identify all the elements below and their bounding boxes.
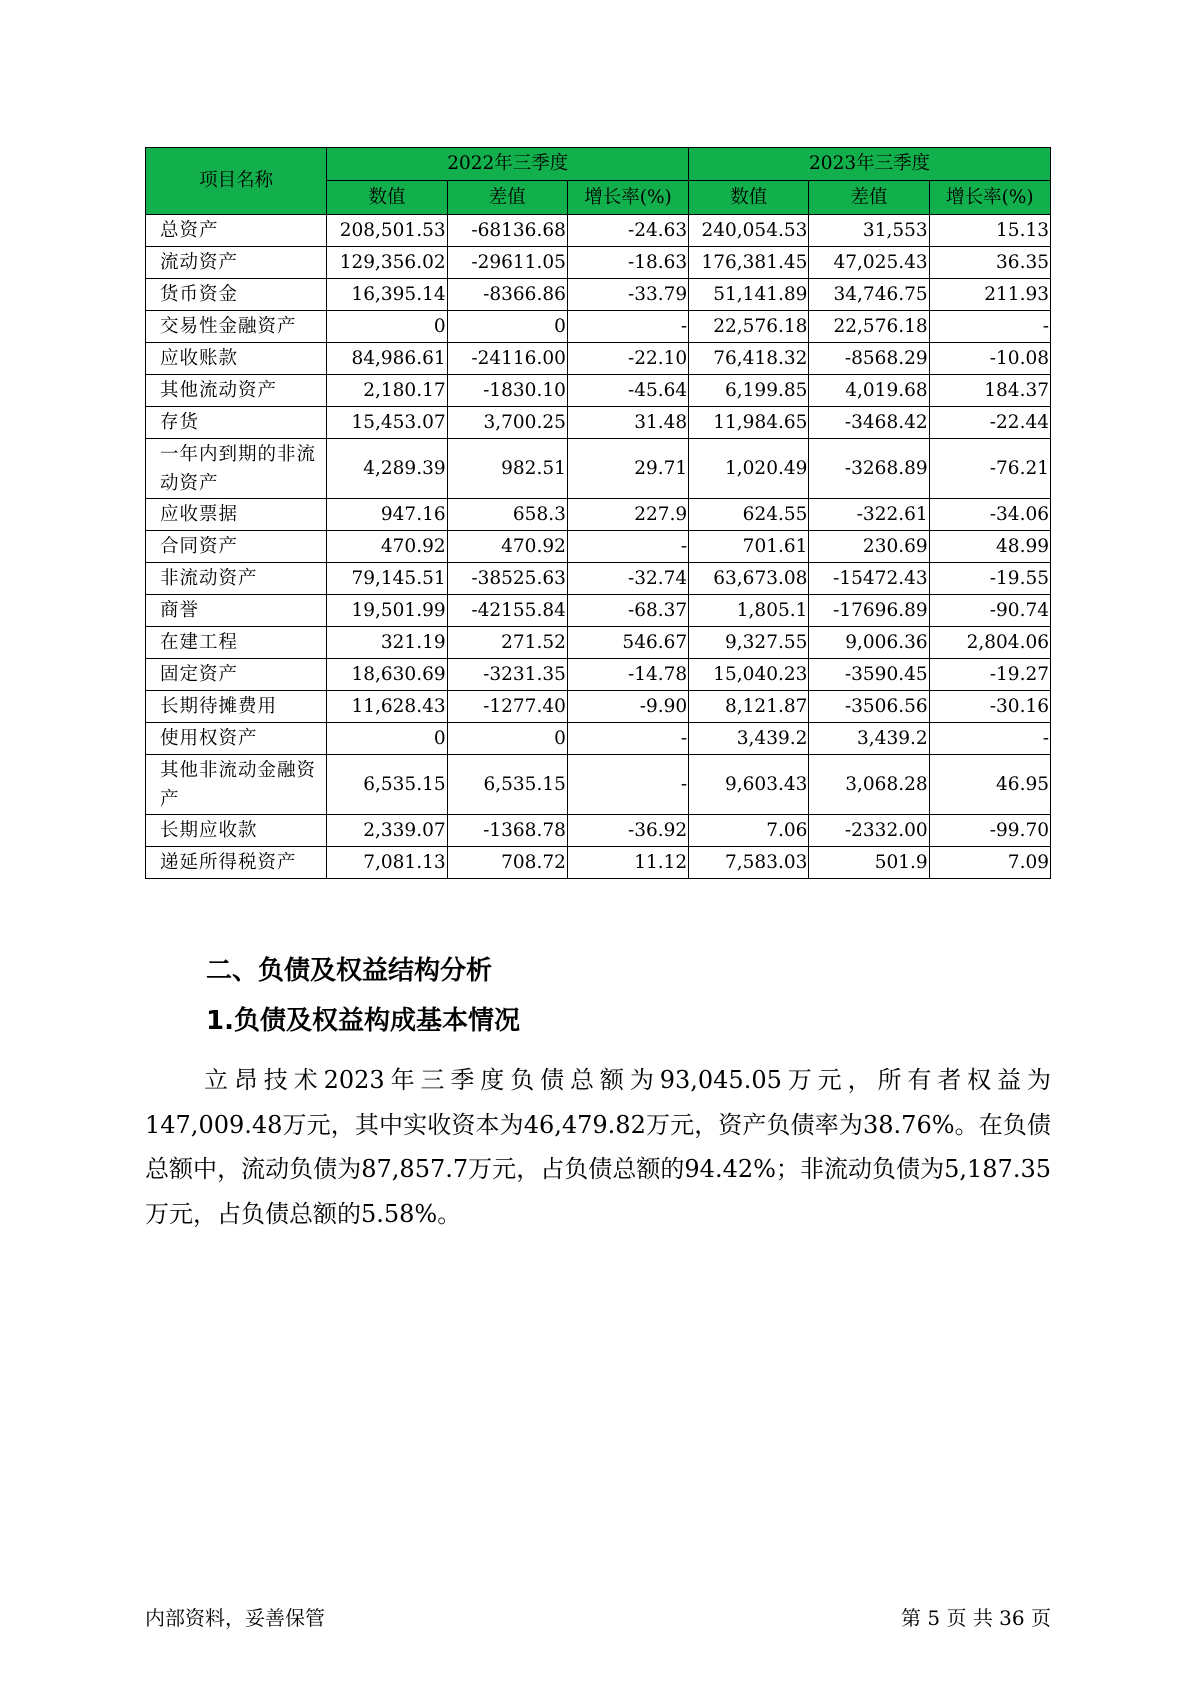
row-value-cell: 0 [447,723,567,755]
table-row [146,755,1051,815]
row-value-cell: 4,019.68 [809,375,929,407]
row-value-cell: 36.35 [929,247,1050,279]
row-value-cell: 31.48 [567,407,688,439]
header-growth-2022: 增长率(%) [567,181,688,215]
row-value-cell: 15,040.23 [689,659,809,691]
table-row [146,815,1051,847]
row-value-cell: 184.37 [929,375,1050,407]
row-value-cell: -10.08 [929,343,1050,375]
row-value-cell: -68136.68 [447,215,567,247]
header-item-name: 项目名称 [146,148,327,215]
row-value-cell: - [567,531,688,563]
row-item-name: 长期待摊费用 [146,691,327,723]
row-item-name: 应收票据 [146,499,327,531]
row-value-cell: - [567,723,688,755]
asset-comparison-table [145,147,1051,879]
header-group-2022: 2022年三季度 [327,148,689,181]
row-value-cell: 501.9 [809,847,929,879]
table-row [146,627,1051,659]
row-value-cell: -3590.45 [809,659,929,691]
row-value-cell: -33.79 [567,279,688,311]
row-value-cell: 18,630.69 [327,659,447,691]
row-value-cell: -17696.89 [809,595,929,627]
row-value-cell: 9,006.36 [809,627,929,659]
row-value-cell: -45.64 [567,375,688,407]
header-value-2023: 数值 [689,181,809,215]
row-value-cell: 0 [327,311,447,343]
row-value-cell: 230.69 [809,531,929,563]
row-value-cell: 211.93 [929,279,1050,311]
row-value-cell: -99.70 [929,815,1050,847]
row-value-cell: 22,576.18 [809,311,929,343]
row-value-cell: 8,121.87 [689,691,809,723]
table-row [146,659,1051,691]
row-item-name: 流动资产 [146,247,327,279]
row-value-cell: - [929,723,1050,755]
row-item-name: 商誉 [146,595,327,627]
row-value-cell: 2,180.17 [327,375,447,407]
table-row [146,723,1051,755]
row-value-cell: 11,628.43 [327,691,447,723]
row-value-cell: 546.67 [567,627,688,659]
row-value-cell: -3468.42 [809,407,929,439]
row-value-cell: 240,054.53 [689,215,809,247]
row-value-cell: -3231.35 [447,659,567,691]
row-value-cell: -19.55 [929,563,1050,595]
row-value-cell: 19,501.99 [327,595,447,627]
row-value-cell: 982.51 [447,439,567,499]
table-row [146,499,1051,531]
row-value-cell: 9,327.55 [689,627,809,659]
row-value-cell: 947.16 [327,499,447,531]
row-value-cell: -3506.56 [809,691,929,723]
row-value-cell: 15.13 [929,215,1050,247]
row-value-cell: 1,020.49 [689,439,809,499]
row-value-cell: 2,804.06 [929,627,1050,659]
table-row [146,247,1051,279]
header-value-2022: 数值 [327,181,447,215]
row-value-cell: 470.92 [327,531,447,563]
row-item-name: 长期应收款 [146,815,327,847]
row-value-cell: -18.63 [567,247,688,279]
row-value-cell: -68.37 [567,595,688,627]
table-row [146,439,1051,499]
row-value-cell: 7.09 [929,847,1050,879]
row-value-cell: 48.99 [929,531,1050,563]
table-row [146,563,1051,595]
subsection-heading: 1.负债及权益构成基本情况 [206,1006,520,1036]
footer-confidential-note: 内部资料，妥善保管 [145,1606,325,1630]
row-value-cell: -2332.00 [809,815,929,847]
table-body [146,215,1051,879]
table-row [146,407,1051,439]
row-value-cell: 271.52 [447,627,567,659]
row-value-cell: 46.95 [929,755,1050,815]
row-value-cell: 29.71 [567,439,688,499]
row-value-cell: 11.12 [567,847,688,879]
row-value-cell: 208,501.53 [327,215,447,247]
header-group-2023: 2023年三季度 [689,148,1051,181]
row-value-cell: 3,068.28 [809,755,929,815]
row-value-cell: 79,145.51 [327,563,447,595]
row-value-cell: 16,395.14 [327,279,447,311]
row-value-cell: 624.55 [689,499,809,531]
row-item-name: 其他流动资产 [146,375,327,407]
row-value-cell: 47,025.43 [809,247,929,279]
row-item-name: 其他非流动金融资产 [146,755,327,815]
row-value-cell: -1277.40 [447,691,567,723]
row-value-cell: - [929,311,1050,343]
row-item-name: 非流动资产 [146,563,327,595]
row-value-cell: 470.92 [447,531,567,563]
row-value-cell: 51,141.89 [689,279,809,311]
row-value-cell: 708.72 [447,847,567,879]
row-value-cell: -30.16 [929,691,1050,723]
row-value-cell: -1368.78 [447,815,567,847]
row-value-cell: -22.44 [929,407,1050,439]
row-value-cell: 0 [447,311,567,343]
row-value-cell: 1,805.1 [689,595,809,627]
row-value-cell: 129,356.02 [327,247,447,279]
row-value-cell: 84,986.61 [327,343,447,375]
row-value-cell: 6,535.15 [447,755,567,815]
row-value-cell: 658.3 [447,499,567,531]
table-header [146,148,1051,215]
table-row [146,847,1051,879]
row-value-cell: -76.21 [929,439,1050,499]
row-item-name: 存货 [146,407,327,439]
row-value-cell: -15472.43 [809,563,929,595]
row-value-cell: 2,339.07 [327,815,447,847]
row-value-cell: -29611.05 [447,247,567,279]
table-row [146,375,1051,407]
row-value-cell: -9.90 [567,691,688,723]
row-value-cell: 76,418.32 [689,343,809,375]
row-value-cell: -8568.29 [809,343,929,375]
row-value-cell: 6,535.15 [327,755,447,815]
row-value-cell: -42155.84 [447,595,567,627]
row-value-cell: 22,576.18 [689,311,809,343]
row-value-cell: 7,583.03 [689,847,809,879]
row-value-cell: 3,700.25 [447,407,567,439]
header-growth-2023: 增长率(%) [929,181,1050,215]
table-row [146,215,1051,247]
table-row [146,691,1051,723]
row-value-cell: 701.61 [689,531,809,563]
row-value-cell: -90.74 [929,595,1050,627]
row-value-cell: 11,984.65 [689,407,809,439]
row-value-cell: 9,603.43 [689,755,809,815]
row-value-cell: -22.10 [567,343,688,375]
row-value-cell: -34.06 [929,499,1050,531]
row-value-cell: -19.27 [929,659,1050,691]
row-value-cell: 227.9 [567,499,688,531]
row-item-name: 在建工程 [146,627,327,659]
row-value-cell: 0 [327,723,447,755]
row-item-name: 应收账款 [146,343,327,375]
row-value-cell: -14.78 [567,659,688,691]
row-item-name: 货币资金 [146,279,327,311]
row-value-cell: 7.06 [689,815,809,847]
row-value-cell: -3268.89 [809,439,929,499]
row-value-cell: 15,453.07 [327,407,447,439]
row-value-cell: 176,381.45 [689,247,809,279]
row-value-cell: -24116.00 [447,343,567,375]
row-value-cell: -32.74 [567,563,688,595]
table-row [146,279,1051,311]
row-item-name: 一年内到期的非流动资产 [146,439,327,499]
row-value-cell: 7,081.13 [327,847,447,879]
table-row [146,343,1051,375]
row-value-cell: -36.92 [567,815,688,847]
row-value-cell: -8366.86 [447,279,567,311]
row-item-name: 递延所得税资产 [146,847,327,879]
row-value-cell: 3,439.2 [689,723,809,755]
row-item-name: 交易性金融资产 [146,311,327,343]
section-heading: 二、负债及权益结构分析 [206,956,493,986]
row-value-cell: 34,746.75 [809,279,929,311]
table-row [146,595,1051,627]
row-value-cell: -1830.10 [447,375,567,407]
row-value-cell: - [567,311,688,343]
row-value-cell: 321.19 [327,627,447,659]
row-item-name: 总资产 [146,215,327,247]
table-row [146,311,1051,343]
row-item-name: 合同资产 [146,531,327,563]
row-value-cell: 63,673.08 [689,563,809,595]
row-item-name: 使用权资产 [146,723,327,755]
header-diff-2023: 差值 [809,181,929,215]
row-value-cell: 3,439.2 [809,723,929,755]
row-value-cell: -322.61 [809,499,929,531]
row-value-cell: - [567,755,688,815]
row-value-cell: -38525.63 [447,563,567,595]
header-diff-2022: 差值 [447,181,567,215]
row-item-name: 固定资产 [146,659,327,691]
row-value-cell: 4,289.39 [327,439,447,499]
body-paragraph: 立昂技术2023年三季度负债总额为93,045.05万元，所有者权益为147,009.48万元，其中实收资本为46,479.82万元，资产负债率为38.76%。在负债总额中，流动负债为87,857.7万元，占负债总额的94.42%；非流动负债为5,187.35万元，占负债总额的5.58%。 [145,1066,1051,1228]
row-value-cell: 31,553 [809,215,929,247]
row-value-cell: 6,199.85 [689,375,809,407]
table-row [146,531,1051,563]
row-value-cell: -24.63 [567,215,688,247]
footer-page-number: 第 5 页 共 36 页 [901,1606,1051,1630]
